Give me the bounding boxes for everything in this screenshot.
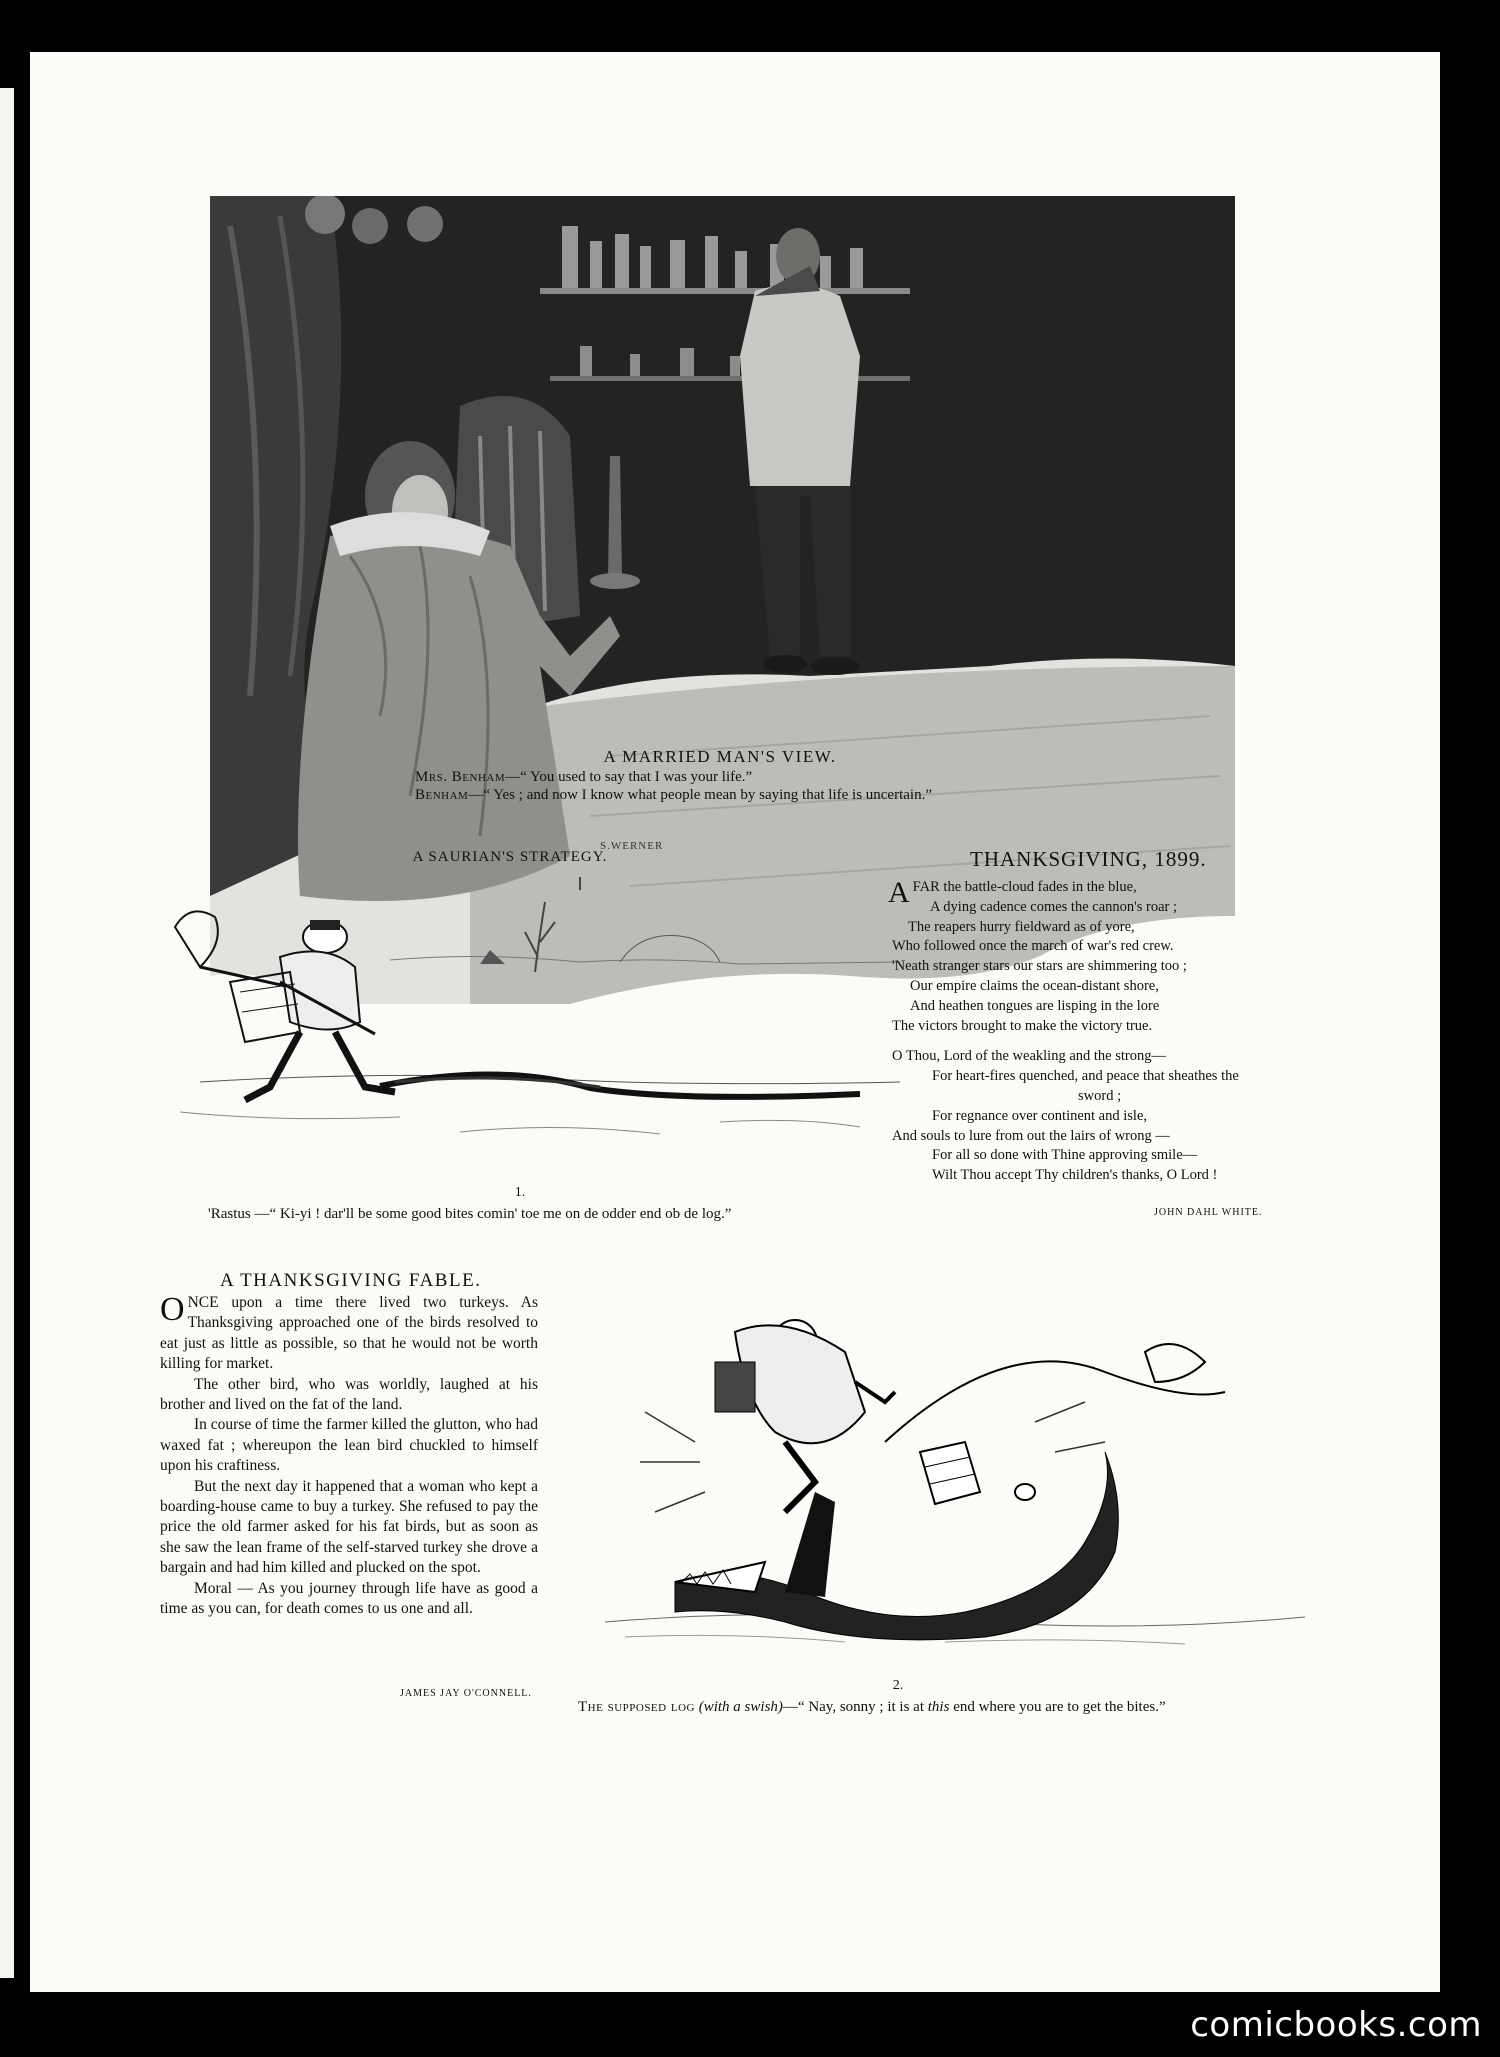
saurian-cartoon-2 xyxy=(585,1292,1325,1674)
poem-author: JOHN DAHL WHITE. xyxy=(1154,1207,1263,1218)
poem-line: 'Neath stranger stars our stars are shimmering too ; xyxy=(892,958,1187,975)
poem-line: And heathen tongues are lisping in the lore xyxy=(910,997,1160,1014)
dialogue-text: —“ Nay, sonny ; it is at xyxy=(782,1699,928,1715)
poem-line: For regnance over continent and isle, xyxy=(932,1107,1148,1124)
poem-line: For heart-fires quenched, and peace that sheathes the xyxy=(932,1068,1239,1085)
speaker-name: Mrs. Benham xyxy=(415,769,506,785)
cartoon2-number: 2. xyxy=(892,1678,904,1693)
fable-author: JAMES JAY O'CONNELL. xyxy=(400,1688,532,1699)
site-watermark: comicbooks.com xyxy=(1190,2005,1482,2045)
fable-paragraph: In course of time the farmer killed the glutton, who had waxed fat ; whereupon the lean bird chuckled to himself upon his craftiness. xyxy=(160,1416,538,1475)
main-caption-line2 xyxy=(415,786,1135,804)
poem-line: Our empire claims the ocean-distant shore, xyxy=(910,977,1159,994)
main-caption-title: A MARRIED MAN'S VIEW. xyxy=(603,747,837,766)
poem-line: sword ; xyxy=(1078,1087,1122,1104)
poem-line: Who followed once the march of war's red crew. xyxy=(892,938,1174,955)
fable-paragraph: ONCE upon a time there lived two turkeys. As Thanksgiving approached one of the birds resolved to eat just as little as possible, so that he would not be worth killing for market. xyxy=(160,1291,538,1373)
fable-paragraph: Moral — As you journey through life have as good a time as you can, for death comes to us one and all. xyxy=(160,1579,538,1618)
stage-direction: (with a swish) xyxy=(698,1699,783,1715)
fable-dropcap: O xyxy=(160,1291,185,1328)
poem-dropcap: A xyxy=(888,876,910,909)
fable-paragraph: The other bird, who was worldly, laughed at his brother and lived on the fat of the land. xyxy=(160,1375,538,1414)
cartoon1-title: A SAURIAN'S STRATEGY. xyxy=(412,849,608,865)
poem-line: The victors brought to make the victory true. xyxy=(892,1017,1153,1034)
fable-title: A THANKSGIVING FABLE. xyxy=(220,1270,482,1291)
cartoon2-caption xyxy=(578,1698,1298,1716)
poem-title: THANKSGIVING, 1899. xyxy=(970,847,1207,871)
fable-paragraph: But the next day it happened that a woman who kept a boarding-house came to buy a turkey. She refused to pay the price the old farmer asked for his fat birds, but as soon as she saw the lean frame of the self-starved turkey she drove a bargain and had him killed and plucked on the spot. xyxy=(160,1477,538,1577)
cartoon1-number: 1. xyxy=(514,1185,526,1200)
poem-line: AFAR the battle-cloud fades in the blue, xyxy=(888,876,1137,909)
dialogue-text: end where you are to get the bites.” xyxy=(949,1699,1166,1715)
poem-line: Wilt Thou accept Thy children's thanks, O Lord ! xyxy=(932,1167,1218,1184)
magazine-page xyxy=(30,52,1440,1992)
fable-body xyxy=(160,1293,538,1620)
speaker-name: Benham xyxy=(415,787,469,803)
dialogue-text: —“ You used to say that I was your life.” xyxy=(505,769,753,785)
dialogue-text: —“ Yes ; and now I know what people mean by saying that life is uncertain.” xyxy=(468,787,932,803)
saurian-cartoon-1 xyxy=(160,872,905,1177)
artist-signature: S.WERNER xyxy=(600,840,664,852)
poem-line: O Thou, Lord of the weakling and the strong— xyxy=(892,1048,1166,1065)
poem-line: A dying cadence comes the cannon's roar ; xyxy=(930,898,1178,915)
cartoon1-caption: 'Rastus —“ Ki-yi ! dar'll be some good bites comin' toe me on de odder end ob de log.” xyxy=(208,1206,732,1222)
main-caption-line1 xyxy=(415,768,1115,786)
poem-line: For all so done with Thine approving smile— xyxy=(932,1147,1198,1164)
emphasis-text: this xyxy=(927,1699,950,1715)
speaker-name: The supposed log xyxy=(578,1699,695,1715)
poem-line: The reapers hurry fieldward as of yore, xyxy=(908,918,1135,935)
adjacent-page-edge xyxy=(0,88,14,1978)
poem-line: And souls to lure from out the lairs of wrong — xyxy=(892,1127,1170,1144)
poem-body xyxy=(888,878,1308,1186)
